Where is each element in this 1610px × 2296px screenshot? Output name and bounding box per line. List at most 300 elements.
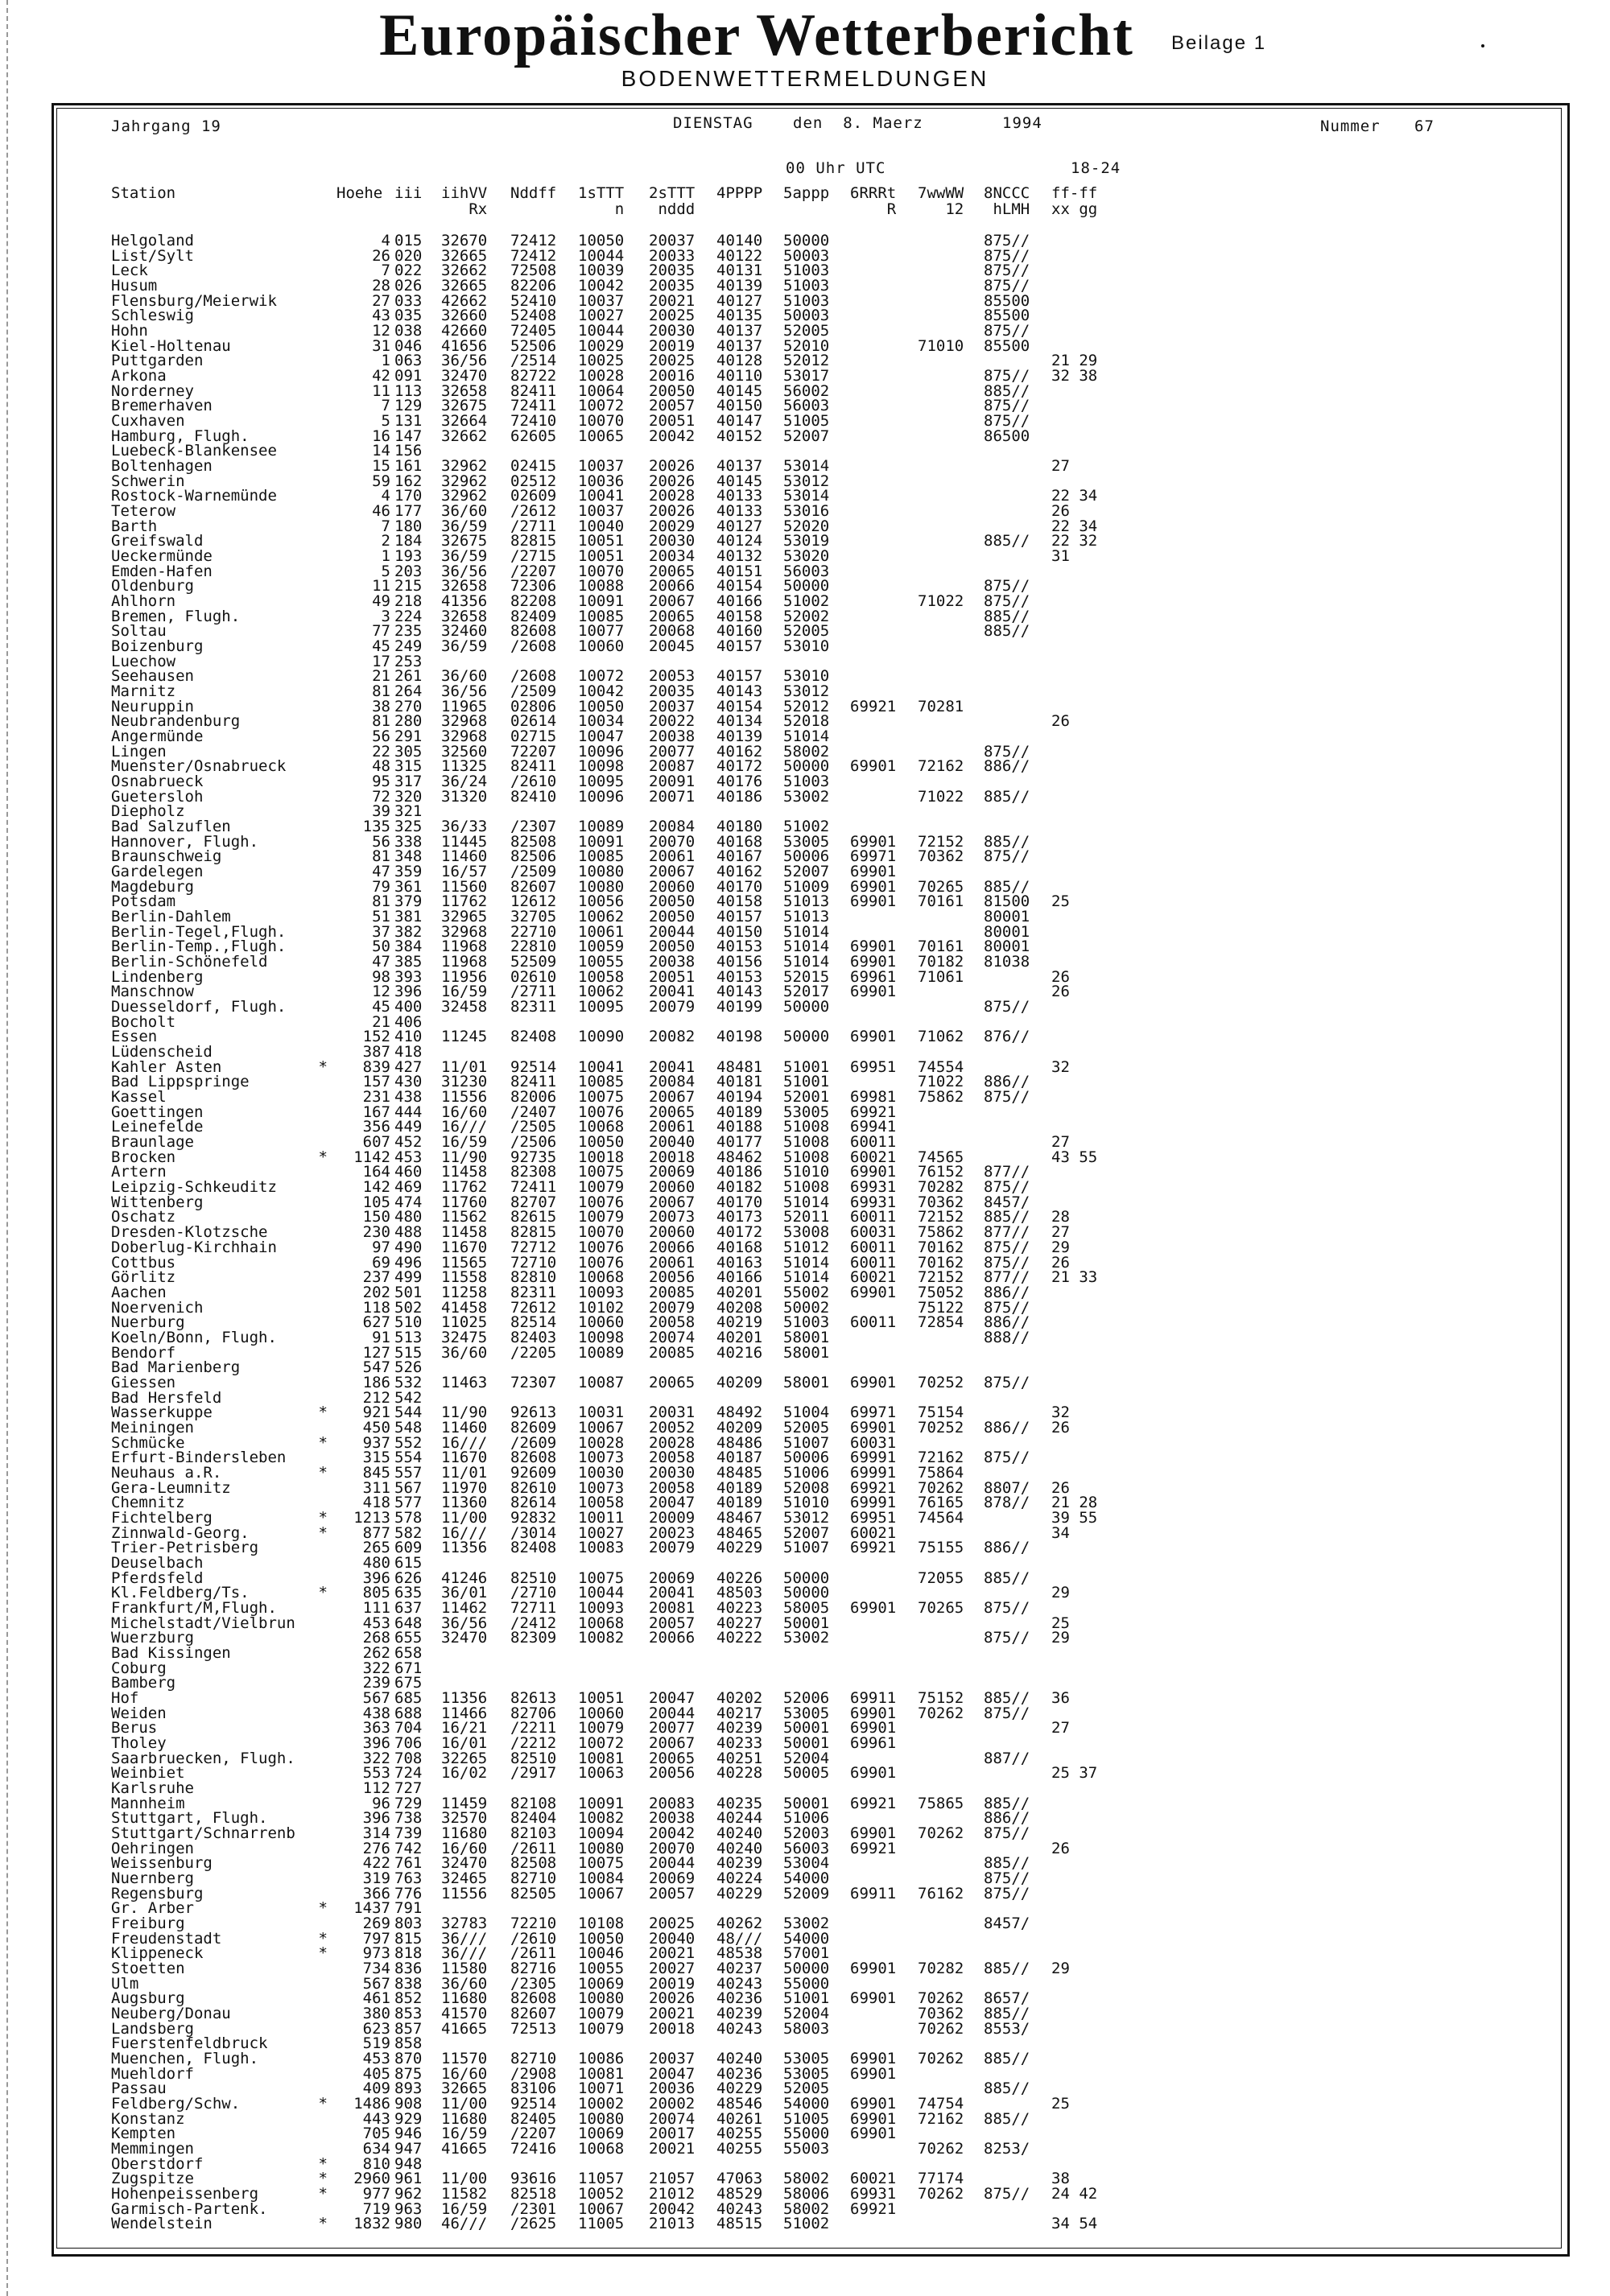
cell-nddff: /2305 [510,1974,557,1993]
cell-station: Neuberg/Donau [111,2004,231,2022]
cell-7wwww: 70362 [918,847,964,866]
cell-iii: 438 [394,1088,423,1107]
cell-ff-ff: 32 [1051,1057,1070,1076]
cell-iii: 035 [394,307,423,325]
cell-nddff: 92613 [510,1404,557,1422]
cell-4pppp: 40128 [716,352,763,370]
cell-6rrrt: 69921 [850,2199,897,2218]
cell-ff-ff: 28 [1051,1208,1070,1226]
cell-station: Hamburg, Flugh. [111,427,250,445]
cell-8nccc: 885// [984,622,1030,641]
cell-4pppp: 40186 [716,787,763,806]
cell-2sttt: 20061 [649,1118,696,1136]
cell-nddff: /2609 [510,1433,557,1452]
cell-4pppp: 40181 [716,1073,763,1091]
cell-nddff: /2212 [510,1733,557,1752]
cell-iii: 382 [394,922,423,941]
cell-hoehe: 11 [372,381,390,400]
cell-hoehe: 96 [372,1794,390,1812]
cell-4pppp: 40201 [716,1328,763,1346]
column-header [441,185,487,217]
cell-4pppp: 40226 [716,1568,763,1587]
cell-7wwww: 72162 [918,757,964,776]
cell-ff-ff: 29 [1051,1629,1070,1647]
cell-2sttt: 20087 [649,757,696,776]
cell-iii: 063 [394,352,423,370]
cell-7wwww: 70262 [918,2184,964,2203]
cell-iihvv: 11025 [441,1313,488,1332]
cell-8nccc: 877// [984,1163,1030,1181]
cell-6rrrt: 69901 [850,2125,897,2143]
cell-2sttt: 20047 [649,1688,696,1707]
cell-hoehe: 27 [372,291,390,310]
cell-4pppp: 40127 [716,517,763,535]
cell-iihvv: 11325 [441,757,488,776]
cell-iii: 582 [394,1523,423,1542]
cell-nddff: /2207 [510,2125,557,2143]
cell-4pppp: 40156 [716,953,763,971]
cell-8nccc: 877// [984,1223,1030,1242]
column-header-label: Station [111,184,176,202]
cell-4pppp: 40224 [716,1869,763,1887]
column-header-sublabel: xx gg [1051,200,1098,218]
cell-8nccc: 8657/ [984,1989,1030,2008]
cell-1sttt: 10084 [578,1869,625,1887]
cell-iii: 502 [394,1298,423,1317]
cell-ff-ff: 26 [1051,983,1070,1001]
cell-6rrrt: 69901 [850,1704,897,1722]
cell-hoehe: 366 [362,1884,390,1902]
cell-hoehe: 150 [362,1208,390,1226]
cell-iii: 460 [394,1163,423,1181]
cell-iii: 675 [394,1674,423,1692]
cell-iihvv: 11580 [441,1959,488,1977]
cell-iii: 738 [394,1809,423,1828]
cell-iii: 449 [394,1118,423,1136]
cell-iihvv: 36/59 [441,517,488,535]
column-header [510,185,556,201]
cell-8nccc: 885// [984,532,1030,550]
cell-5appp: 52004 [783,1749,830,1767]
cell-iihvv: 11968 [441,938,488,956]
cell-nddff: 32705 [510,908,557,926]
cell-nddff: 02609 [510,487,557,505]
cell-station: Bamberg [111,1674,176,1692]
cell-1sttt: 10087 [578,1373,625,1391]
cell-5appp: 51002 [783,592,830,611]
cell-2sttt: 20022 [649,712,696,731]
cell-station: Helgoland [111,232,194,249]
cell-5appp: 51003 [783,1313,830,1332]
cell-1sttt: 10094 [578,1824,625,1842]
cell-iii: 453 [394,1148,423,1166]
cell-iii: 929 [394,2109,423,2128]
cell-nddff: 82707 [510,1193,557,1211]
cell-nddff: 52509 [510,953,557,971]
cell-hoehe: 607 [362,1133,390,1152]
cell-2sttt: 20074 [649,1328,696,1346]
cell-6rrrt: 69991 [850,1463,897,1482]
cell-4pppp: 40151 [716,562,763,580]
cell-nddff: 02512 [510,472,557,490]
cell-2sttt: 20058 [649,1313,696,1332]
cell-station: Kempten [111,2125,176,2143]
cell-iii: 577 [394,1494,423,1512]
cell-6rrrt: 69951 [850,1508,897,1527]
cell-hoehe: 98 [372,967,390,986]
cell-hoehe: 47 [372,863,390,881]
cell-station: Fichtelberg [111,1508,213,1527]
cell-5appp: 53016 [783,502,830,521]
cell-4pppp: 40255 [716,2125,763,2143]
cell-5appp: 51002 [783,818,830,836]
cell-star: * [318,1057,328,1076]
cell-ff-ff: 31 [1051,547,1070,566]
cell-nddff: 72612 [510,1298,557,1317]
cell-iii: 557 [394,1463,423,1482]
cell-star: * [318,1433,328,1452]
cell-station: Bendorf [111,1343,176,1362]
cell-iihvv: 32465 [441,1869,488,1887]
cell-iihvv: 46/// [441,2215,488,2233]
cell-iii: 706 [394,1733,423,1752]
column-header-label: 7wwWW [918,184,964,202]
cell-5appp: 52007 [783,427,830,445]
cell-5appp: 51004 [783,1404,830,1422]
cell-hoehe: 409 [362,2080,390,2098]
cell-1sttt: 10091 [578,592,625,611]
cell-1sttt: 10059 [578,938,625,956]
cell-1sttt: 10018 [578,1148,625,1166]
cell-5appp: 52006 [783,1688,830,1707]
cell-4pppp: 40235 [716,1794,763,1812]
cell-8nccc: 885// [984,607,1030,625]
cell-station: Neubrandenburg [111,712,241,731]
cell-iii: 170 [394,487,423,505]
cell-5appp: 53012 [783,682,830,701]
cell-2sttt: 20050 [649,381,696,400]
cell-hoehe: 7 [381,517,390,535]
cell-iihvv: 36/59 [441,547,488,566]
cell-2sttt: 20044 [649,1854,696,1873]
cell-5appp: 51010 [783,1163,830,1181]
cell-station: Bremerhaven [111,397,213,415]
cell-4pppp: 40166 [716,1268,763,1287]
cell-1sttt: 10064 [578,381,625,400]
cell-station: Berlin-Dahlem [111,908,231,926]
cell-2sttt: 20084 [649,818,696,836]
cell-6rrrt: 60031 [850,1433,897,1452]
cell-hoehe: 1832 [353,2215,390,2233]
cell-1sttt: 10052 [578,2184,625,2203]
cell-station: Potsdam [111,892,176,911]
cell-hoehe: 37 [372,922,390,941]
cell-iihvv: 32265 [441,1749,488,1767]
cell-iihvv: 32675 [441,397,488,415]
cell-nddff: 82506 [510,847,557,866]
cell-hoehe: 95 [372,773,390,791]
cell-4pppp: 48467 [716,1508,763,1527]
cell-iihvv: 32675 [441,532,488,550]
cell-7wwww: 70262 [918,1989,964,2008]
cell-iii: 131 [394,412,423,431]
cell-5appp: 58002 [783,2199,830,2218]
cell-7wwww: 71022 [918,1073,964,1091]
cell-hoehe: 805 [362,1584,390,1602]
cell-2sttt: 20065 [649,1749,696,1767]
cell-hoehe: 81 [372,892,390,911]
column-header-label: 6RRRt [850,184,897,202]
cell-8nccc: 875// [984,847,1030,866]
cell-1sttt: 10060 [578,1704,625,1722]
cell-7wwww: 74565 [918,1148,964,1166]
cell-nddff: 82710 [510,1869,557,1887]
cell-station: Bremen, Flugh. [111,607,241,625]
cell-iihvv: 16/// [441,1433,488,1452]
column-header-sublabel: R [886,200,897,218]
cell-iii: 261 [394,667,423,686]
cell-2sttt: 20042 [649,1824,696,1842]
cell-8nccc: 875// [984,277,1030,295]
cell-1sttt: 10089 [578,1343,625,1362]
cell-iihvv: 11760 [441,1193,488,1211]
cell-iii: 578 [394,1508,423,1527]
cell-station: Flensburg/Meierwik [111,291,277,310]
cell-2sttt: 20018 [649,2019,696,2038]
cell-2sttt: 20041 [649,1584,696,1602]
cell-iihvv: 32665 [441,277,488,295]
cell-iii: 474 [394,1193,423,1211]
cell-iii: 015 [394,232,423,249]
cell-2sttt: 20083 [649,1794,696,1812]
cell-station: Barth [111,517,158,535]
cell-hoehe: 202 [362,1283,390,1301]
cell-iihvv: 16/59 [441,2125,488,2143]
cell-hoehe: 5 [381,562,390,580]
cell-nddff: 82722 [510,367,557,385]
cell-1sttt: 10051 [578,1688,625,1707]
cell-4pppp: 40134 [716,712,763,731]
cell-station: Boizenburg [111,637,204,656]
cell-hoehe: 311 [362,1478,390,1497]
cell-station: Wendelstein [111,2215,213,2233]
cell-hoehe: 797 [362,1929,390,1948]
cell-2sttt: 20036 [649,2080,696,2098]
cell-4pppp: 40158 [716,892,763,911]
cell-iihvv: 36/// [441,1944,488,1963]
cell-hoehe: 719 [362,2199,390,2218]
cell-iii: 818 [394,1944,423,1963]
cell-iii: 410 [394,1028,423,1046]
cell-5appp: 51007 [783,1539,830,1557]
cell-2sttt: 20057 [649,1614,696,1632]
cell-6rrrt: 69901 [850,863,897,881]
cell-4pppp: 40198 [716,1028,763,1046]
cell-station: Emden-Hafen [111,562,213,580]
cell-7wwww: 70362 [918,1193,964,1211]
cell-5appp: 52018 [783,712,830,731]
cell-nddff: 82206 [510,277,557,295]
cell-5appp: 50002 [783,1298,830,1317]
cell-2sttt: 20060 [649,1223,696,1242]
cell-nddff: 92832 [510,1508,557,1527]
cell-iii: 496 [394,1253,423,1272]
cell-ff-ff: 27 [1051,1223,1070,1242]
cell-iii: 893 [394,2080,423,2098]
cell-station: Weinbiet [111,1764,185,1783]
cell-iii: 946 [394,2125,423,2143]
cell-8nccc: 81500 [984,892,1030,911]
cell-star: * [318,2184,328,2203]
cell-iii: 776 [394,1884,423,1902]
cell-5appp: 53008 [783,1223,830,1242]
cell-5appp: 50005 [783,1764,830,1783]
cell-2sttt: 20028 [649,487,696,505]
cell-nddff: /2301 [510,2199,557,2218]
column-header [111,185,175,201]
cell-8nccc: 886// [984,1283,1030,1301]
cell-8nccc: 85500 [984,291,1030,310]
cell-iihvv: 16/// [441,1523,488,1542]
cell-iihvv: 11/01 [441,1057,488,1076]
cell-1sttt: 10108 [578,1914,625,1932]
cell-iii: 393 [394,967,423,986]
cell-1sttt: 10050 [578,232,625,249]
cell-5appp: 51006 [783,1809,830,1828]
cell-2sttt: 20057 [649,1884,696,1902]
cell-star: * [318,1508,328,1527]
cell-hoehe: 634 [362,2139,390,2158]
cell-iihvv: 11/01 [441,1463,488,1482]
cell-iihvv: 32965 [441,908,488,926]
cell-4pppp: 40150 [716,397,763,415]
cell-7wwww: 75152 [918,1688,964,1707]
cell-ff-ff: 32 [1051,1404,1070,1422]
cell-iihvv: 36/56 [441,1614,488,1632]
cell-1sttt: 10027 [578,1523,625,1542]
cell-7wwww: 70262 [918,1824,964,1842]
cell-iii: 947 [394,2139,423,2158]
cell-nddff: 72405 [510,322,557,340]
cell-station: Tholey [111,1733,167,1752]
cell-iihvv: 11360 [441,1494,488,1512]
cell-nddff: 02610 [510,967,557,986]
cell-ff-ff: 21 33 [1051,1268,1098,1287]
cell-4pppp: 40209 [716,1418,763,1437]
cell-1sttt: 10083 [578,1539,625,1557]
cell-iihvv: 11582 [441,2184,488,2203]
cell-1sttt: 10037 [578,291,625,310]
cell-1sttt: 10070 [578,412,625,431]
cell-2sttt: 20018 [649,1148,696,1166]
cell-6rrrt: 69911 [850,1884,897,1902]
cell-4pppp: 40132 [716,547,763,566]
cell-nddff: 82409 [510,607,557,625]
cell-iihvv: 32458 [441,998,488,1016]
cell-station: Oberstdorf [111,2154,204,2173]
cell-iihvv: 41356 [441,592,488,611]
cell-5appp: 51014 [783,938,830,956]
cell-2sttt: 20068 [649,622,696,641]
cell-1sttt: 10072 [578,1733,625,1752]
cell-5appp: 52012 [783,697,830,715]
cell-station: Wittenberg [111,1193,204,1211]
cell-5appp: 50001 [783,1614,830,1632]
cell-ff-ff: 29 [1051,1238,1070,1256]
cell-5appp: 51014 [783,953,830,971]
cell-hoehe: 5 [381,412,390,431]
cell-nddff: 02614 [510,712,557,731]
cell-iihvv: 11459 [441,1794,488,1812]
cell-nddff: /2710 [510,1584,557,1602]
cell-station: Oehringen [111,1839,194,1857]
cell-4pppp: 40222 [716,1629,763,1647]
cell-2sttt: 20030 [649,322,696,340]
cell-6rrrt: 69901 [850,938,897,956]
cell-iii: 430 [394,1073,423,1091]
cell-iii: 385 [394,953,423,971]
cell-2sttt: 20037 [649,2049,696,2067]
cell-4pppp: 48/// [716,1929,763,1948]
cell-hoehe: 81 [372,682,390,701]
cell-iihvv: 11956 [441,967,488,986]
cell-iii: 400 [394,998,423,1016]
cell-nddff: /2412 [510,1614,557,1632]
cell-7wwww: 70262 [918,1478,964,1497]
cell-6rrrt: 69921 [850,697,897,715]
cell-1sttt: 10073 [578,1478,625,1497]
cell-nddff: 82613 [510,1688,557,1707]
cell-5appp: 50000 [783,1584,830,1602]
cell-iihvv: 32560 [441,742,488,761]
cell-station: Trier-Petrisberg [111,1539,259,1557]
cell-8nccc: 81038 [984,953,1030,971]
cell-hoehe: 231 [362,1088,390,1107]
cell-nddff: 82308 [510,1163,557,1181]
cell-hoehe: 47 [372,953,390,971]
cell-iii: 815 [394,1929,423,1948]
cell-8nccc: 875// [984,1298,1030,1317]
cell-iihvv: 41656 [441,336,488,355]
cell-nddff: 82815 [510,1223,557,1242]
cell-ff-ff: 26 [1051,1253,1070,1272]
cell-5appp: 51002 [783,2215,830,2233]
cell-iihvv: 11680 [441,1989,488,2008]
cell-iii: 761 [394,1854,423,1873]
cell-8nccc: 875// [984,1824,1030,1842]
cell-nddff: 82411 [510,1073,557,1091]
cell-2sttt: 20085 [649,1283,696,1301]
cell-4pppp: 40170 [716,1193,763,1211]
cell-2sttt: 20066 [649,1629,696,1647]
cell-2sttt: 20066 [649,577,696,596]
cell-2sttt: 20031 [649,1404,696,1422]
cell-hoehe: 186 [362,1373,390,1391]
cell-8nccc: 875// [984,262,1030,280]
cell-2sttt: 20041 [649,1057,696,1076]
cell-station: Rostock-Warnemünde [111,487,277,505]
cell-4pppp: 40122 [716,246,763,265]
cell-station: Soltau [111,622,167,641]
cell-iii: 129 [394,397,423,415]
cell-station: Schmücke [111,1433,185,1452]
cell-nddff: 82615 [510,1208,557,1226]
cell-ff-ff: 25 37 [1051,1764,1098,1783]
cell-station: Muehldorf [111,2064,194,2083]
cell-iihvv: 32470 [441,1629,488,1647]
cell-nddff: 82408 [510,1539,557,1557]
cell-iihvv: 16/60 [441,1103,488,1121]
